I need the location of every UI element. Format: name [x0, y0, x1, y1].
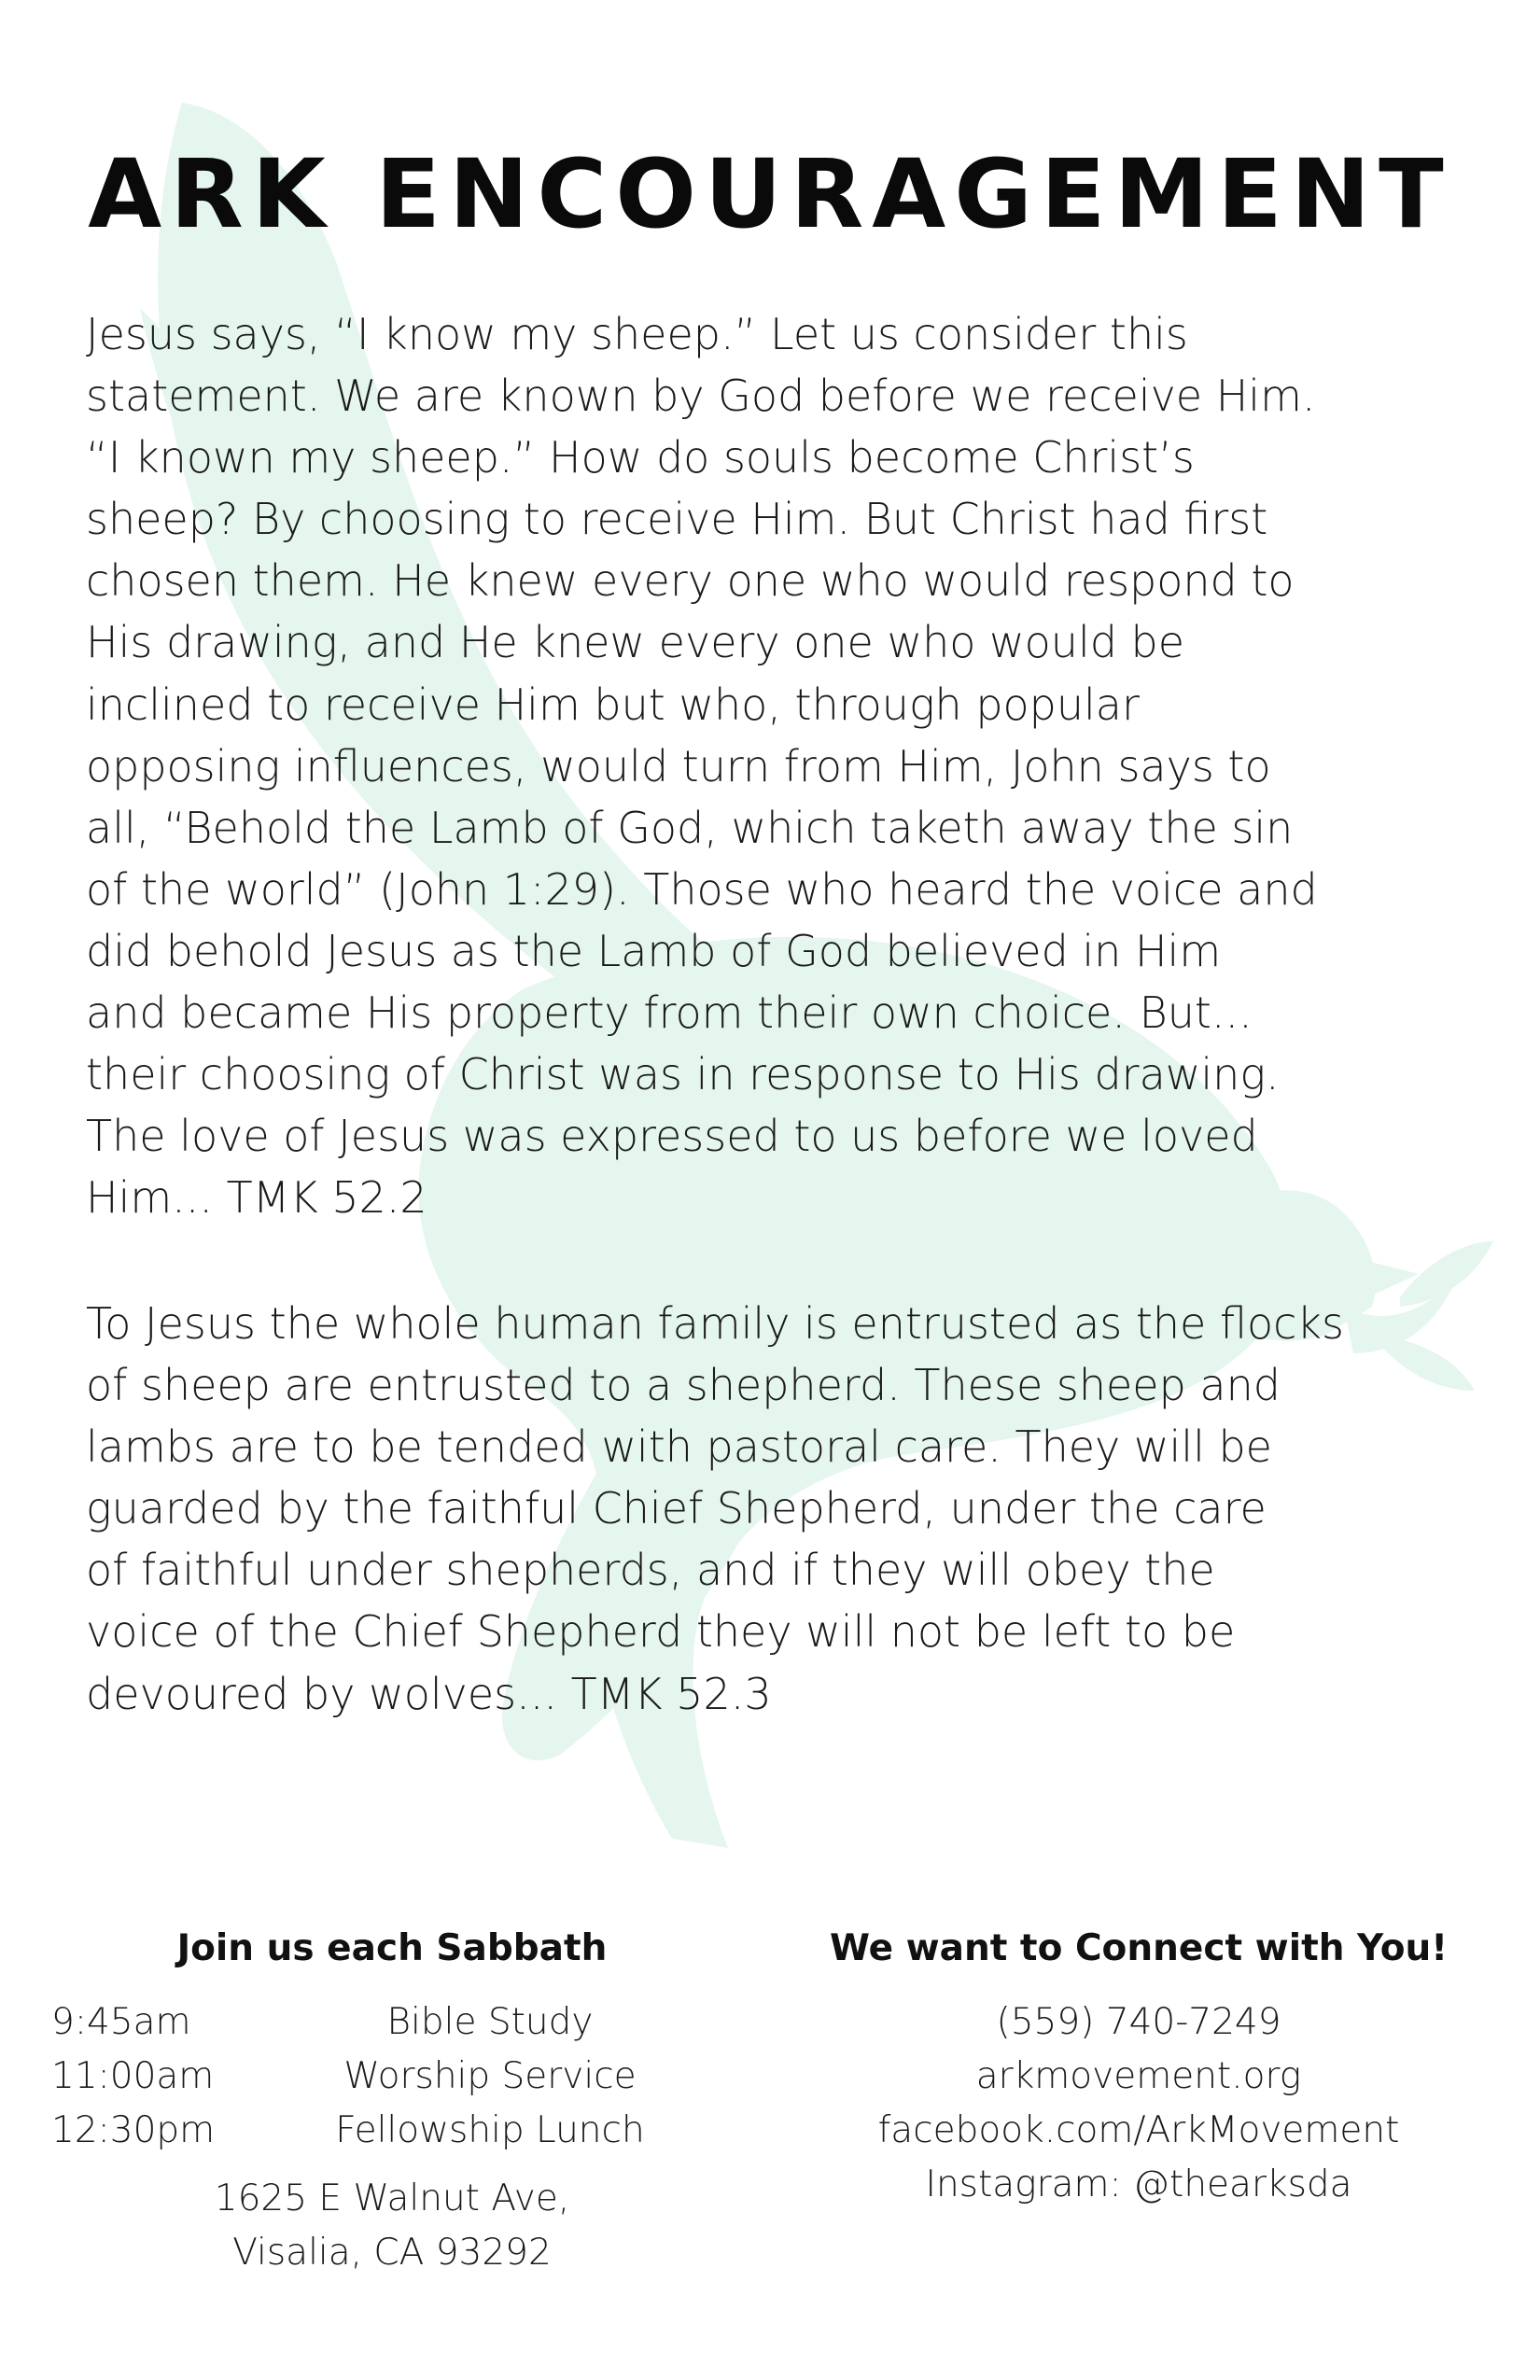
phone-number[interactable]: (559) 740-7249 — [996, 2001, 1281, 2043]
paragraph-line: guarded by the faithful Chief Shepherd, under the care — [86, 1483, 1267, 1534]
sabbath-heading: Join us each Sabbath — [176, 1927, 608, 1969]
schedule-time: 11:00am — [51, 2055, 215, 2097]
paragraph-line: devoured by wolves... TMK 52.3 — [86, 1668, 772, 1719]
instagram-handle[interactable]: Instagram: @thearksda — [925, 2163, 1352, 2205]
paragraph-line: statement. We are known by God before we receive Him. — [86, 371, 1316, 422]
address-city: Visalia, CA 93292 — [232, 2232, 552, 2274]
paragraph-line: To Jesus the whole human family is entrusted as the flocks — [86, 1298, 1344, 1349]
paragraph-line: Jesus says, “I know my sheep.” Let us consider this — [86, 309, 1188, 359]
paragraph-line: inclined to receive Him but who, through popular — [86, 679, 1140, 730]
paragraph-line: chosen them. He knew every one who would respond to — [86, 555, 1295, 607]
schedule-time: 9:45am — [51, 2001, 191, 2043]
paragraph-line: opposing influences, would turn from Him, John says to — [86, 740, 1271, 791]
paragraph-line: their choosing of Christ was in response to His drawing. — [86, 1049, 1280, 1100]
paragraph-line: all, “Behold the Lamb of God, which taketh away the sin — [86, 802, 1294, 853]
schedule-event: Bible Study — [386, 2001, 594, 2043]
paragraph-line: sheep? By choosing to receive Him. But Christ had first — [86, 494, 1268, 545]
schedule-row — [51, 2104, 723, 2158]
paragraph-line: “I known my sheep.” How do souls become Christ’s — [86, 432, 1195, 483]
address-street: 1625 E Walnut Ave, — [214, 2177, 570, 2219]
paragraph-line: of the world” (John 1:29). Those who heard the voice and — [86, 863, 1318, 915]
paragraph-line: voice of the Chief Shepherd they will not be left to be — [86, 1606, 1236, 1658]
page-title: ARK ENCOURAGEMENT — [88, 139, 1452, 250]
paragraph-line: did behold Jesus as the Lamb of God believed in Him — [86, 925, 1222, 976]
schedule-row — [51, 2050, 723, 2104]
devotional-paragraph-1 — [86, 303, 1486, 1228]
schedule-row — [51, 1995, 723, 2050]
paragraph-line: of sheep are entrusted to a shepherd. These sheep and — [86, 1360, 1281, 1411]
paragraph-line: lambs are to be tended with pastoral care. They will be — [86, 1421, 1272, 1473]
paragraph-line: and became His property from their own choice. But... — [86, 987, 1253, 1039]
paragraph-line: Him... TMK 52.2 — [86, 1172, 427, 1224]
paragraph-line: His drawing, and He knew every one who would be — [86, 617, 1185, 668]
devotional-paragraph-2 — [86, 1293, 1486, 1725]
schedule-event: Fellowship Lunch — [335, 2109, 645, 2151]
website-link[interactable]: arkmovement.org — [975, 2055, 1302, 2097]
schedule-event: Worship Service — [343, 2055, 637, 2097]
schedule-time: 12:30pm — [51, 2109, 216, 2151]
connect-heading: We want to Connect with You! — [829, 1927, 1449, 1969]
paragraph-line: of faithful under shepherds, and if they will obey the — [86, 1545, 1215, 1596]
paragraph-line: The love of Jesus was expressed to us before we loved — [86, 1111, 1258, 1162]
facebook-link[interactable]: facebook.com/ArkMovement — [877, 2109, 1400, 2151]
